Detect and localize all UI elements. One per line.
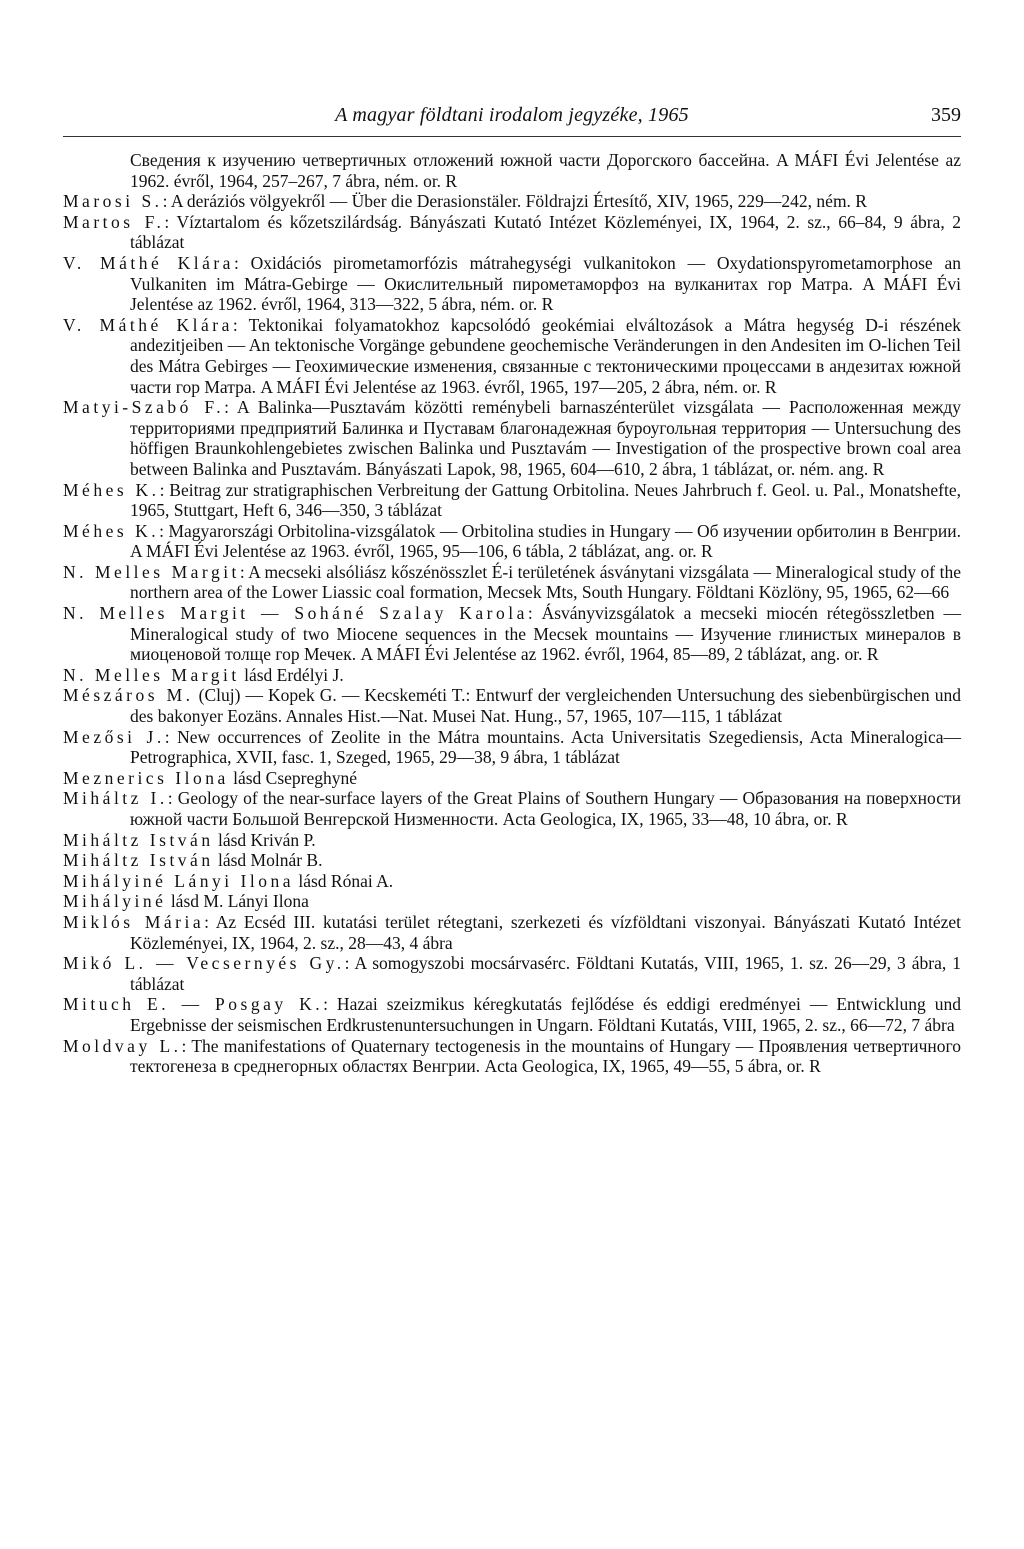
entry-text: : Az Ecséd III. kutatási terület rétegtani, szerkezeti és vízföldtani viszonyai. Bányászati Kutató Intézet Közleményei, IX, 1964, 2. sz., 28—43, 4 ábra (130, 911, 961, 953)
entry-author: N. Melles Margit (63, 664, 240, 685)
entry-text: : Hazai szeizmikus kéregkutatás fejlődése és eddigi eredményei — Entwicklung und Ergebnisse der seismischen Erdkrustenuntersuchungen in Ungarn. Földtani Kutatás, VIII, 1965, 2. sz., 66—72, 7 ábra (130, 994, 961, 1035)
bibliography-entry (63, 191, 961, 212)
entry-author: Miháltz István (63, 829, 214, 850)
bibliography-entry (63, 871, 961, 892)
entry-author: Meznerics Ilona (63, 767, 229, 788)
entry-text: : Magyarországi Orbitolina-vizsgálatok — Orbitolina studies in Hungary — Об изучении орбитолин в Венгрии. A MÁFI Évi Jelentése az 1963. évről, 1965, 95—106, 6 tábla, 2 táblázat, ang. or. R (130, 520, 961, 562)
entry-text: lásd Csepreghyné (228, 767, 358, 788)
bibliography-entry (63, 480, 961, 521)
entry-text: lásd M. Lányi Ilona (166, 891, 309, 912)
entry-text: : A Balinka—Pusztavám közötti reménybeli barnaszénterület vizsgálata — Расположенная между территориями предприятий Балинка и Пуставам благонадежная буроугольная территория — Untersuchung des höffigen Braunkohlengebietes zwischen Balinka und Pusztavám — Investigation of the prospective brown coal area between Balinka and Pusztavám. Bányászati Lapok, 98, 1965, 604—610, 2 ábra, 1 táblázat, or. ném. ang. R (130, 397, 961, 479)
entry-text: lásd Rónai A. (293, 870, 394, 891)
entry-author: N. Melles Margit — Soháné Szalay Karola (63, 603, 528, 624)
entry-author: Miklós Mária (63, 911, 205, 932)
page-number: 359 (931, 104, 961, 126)
entry-text: : Beitrag zur stratigraphischen Verbreitung der Gattung Orbitolina. Neues Jahrbruch f. Geol. u. Pal., Monatshefte, 1965, Stuttgart, Heft 6, 346—350, 3 táblázat (130, 479, 961, 521)
entry-text: lásd Erdélyi J. (239, 664, 344, 685)
bibliography-entry (63, 150, 961, 191)
entry-author: Moldvay L. (63, 1035, 182, 1056)
header-rule (63, 136, 961, 137)
bibliography-entry (63, 315, 961, 397)
entry-text: : A somogyszobi mocsárvasérc. Földtani Kutatás, VIII, 1965, 1. sz. 26—29, 3 ábra, 1 táblázat (130, 953, 962, 994)
entry-text: Сведения к изучению четвертичных отложений южной части Дорогского бассейна. A MÁFI Évi Jelentése az 1962. évről, 1964, 257–267, 7 ábra, ném. or. R (130, 150, 961, 191)
entry-author: Mihályiné (63, 891, 167, 912)
entry-author: Mezősi J. (63, 726, 165, 747)
bibliography-entry (63, 768, 961, 789)
entry-author: Martos F. (63, 211, 165, 232)
entry-text: : New occurrences of Zeolite in the Mátra mountains. Acta Universitatis Szegediensis, Acta Mineralogica—Petrographica, XVII, fasc. 1, Szeged, 1965, 29—38, 9 ábra, 1 táblázat (130, 726, 961, 768)
entry-author: Matyi-Szabó F. (63, 397, 225, 418)
bibliography-entry (63, 603, 961, 665)
entry-author: Mikó L. — Vecsernyés Gy. (63, 953, 345, 974)
entry-text: : A deráziós völgyekről — Über die Derasionstäler. Földrajzi Értesítő, XIV, 1965, 229—242, ném. R (162, 191, 867, 212)
entry-text: : Víztartalom és kőzetszilárdság. Bányászati Kutató Intézet Közleményei, IX, 1964, 2. sz., 66–84, 9 ábra, 2 táblázat (130, 211, 961, 253)
entry-author: Mihályiné Lányi Ilona (63, 870, 294, 891)
entry-author: Mészáros M. (63, 685, 194, 706)
bibliography-entry (63, 685, 961, 726)
entry-author: V. Máthé Klára (63, 314, 233, 335)
bibliography-entry (63, 788, 961, 829)
entry-author: Méhes K. (63, 520, 160, 541)
bibliography-entry (63, 253, 961, 315)
running-header (63, 104, 961, 134)
entry-author: Marosi S. (63, 191, 163, 212)
bibliography-entry (63, 212, 961, 253)
entry-text: : Geology of the near-surface layers of the Great Plains of Southern Hungary — Образования на поверхности южной части Большой Венгерской Низменности. Acta Geologica, IX, 1965, 33—48, 10 ábra, or. R (130, 788, 961, 829)
entry-text: : The manifestations of Quaternary tectogenesis in the mountains of Hungary — Проявления четвертичного тектогенеза в среднегорных областях Венгрии. Acta Geologica, IX, 1965, 49—55, 5 ábra, or. R (130, 1035, 961, 1077)
entry-text: : Ásványvizsgálatok a mecseki miocén rétegösszletben — Mineralogical study of two Miocene sequences in the Mecsek mountains — Изучение глинистых минералов в миоценовой толще гор Мечек. A MÁFI Évi Jelentése az 1962. évről, 1964, 85—89, 2 táblázat, ang. or. R (130, 603, 961, 665)
bibliography-entry (63, 562, 961, 603)
bibliography-entry (63, 665, 961, 686)
entry-text: lásd Molnár B. (213, 850, 323, 871)
entry-author: N. Melles Margit (63, 561, 240, 582)
bibliography-entry (63, 891, 961, 912)
entry-text: : Oxidációs pirometamorfózis mátrahegységi vulkanitokon — Oxydationspyrometamorphose an Vulkaniten im Mátra-Gebirge — Окислительный пирометаморфоз на вулканитах гор Матра. A MÁFI Évi Jelentése az 1962. évről, 1964, 313—322, 5 ábra, ném. or. R (130, 252, 961, 315)
entry-author: Miháltz I. (63, 788, 168, 809)
bibliography-entry (63, 1036, 961, 1077)
bibliography-entry (63, 994, 961, 1035)
entry-text: lásd Kriván P. (213, 829, 316, 850)
bibliography-entry (63, 521, 961, 562)
bibliography-entry (63, 830, 961, 851)
entry-author: Méhes K. (63, 479, 160, 500)
bibliography-entry (63, 953, 961, 994)
bibliography-entry (63, 912, 961, 953)
header-title: A magyar földtani irodalom jegyzéke, 1965 (335, 104, 689, 126)
bibliography-entry (63, 727, 961, 768)
entry-text: : Tektonikai folyamatokhoz kapcsolódó geokémiai elváltozások a Mátra hegység D-i részének andezitjeiben — An tektonische Vorgänge gebundene geochemische Veränderungen in den Andesiten im O-lichen Teil des Mátra Gebirges — Геохимические изменения, связанные с тектоническими процессами в андезитах южной части гор Матра. A MÁFI Évi Jelentése az 1963. évről, 1965, 197—205, 2 ábra, ném. or. R (130, 314, 962, 397)
entry-author: Mituch E. — Posgay K. (63, 994, 324, 1015)
bibliography-list (63, 150, 961, 1077)
entry-text: (Cluj) — Kopek G. — Kecskeméti T.: Entwurf der vergleichenden Untersuchung des siebenbürgischen und des bakonyer Eozäns. Annales Hist.—Nat. Musei Nat. Hung., 57, 1965, 107—115, 1 táblázat (130, 685, 961, 727)
entry-author: Miháltz István (63, 850, 214, 871)
bibliography-entry (63, 850, 961, 871)
entry-author: V. Máthé Klára (63, 252, 234, 273)
entry-text: : A mecseki alsóliász kőszénösszlet É-i területének ásványtani vizsgálata — Mineralogical study of the northern area of the Lower Liassic coal formation, Mecsek Mts, South Hungary. Földtani Közlöny, 95, 1965, 62—66 (130, 561, 961, 603)
bibliography-entry (63, 397, 961, 479)
